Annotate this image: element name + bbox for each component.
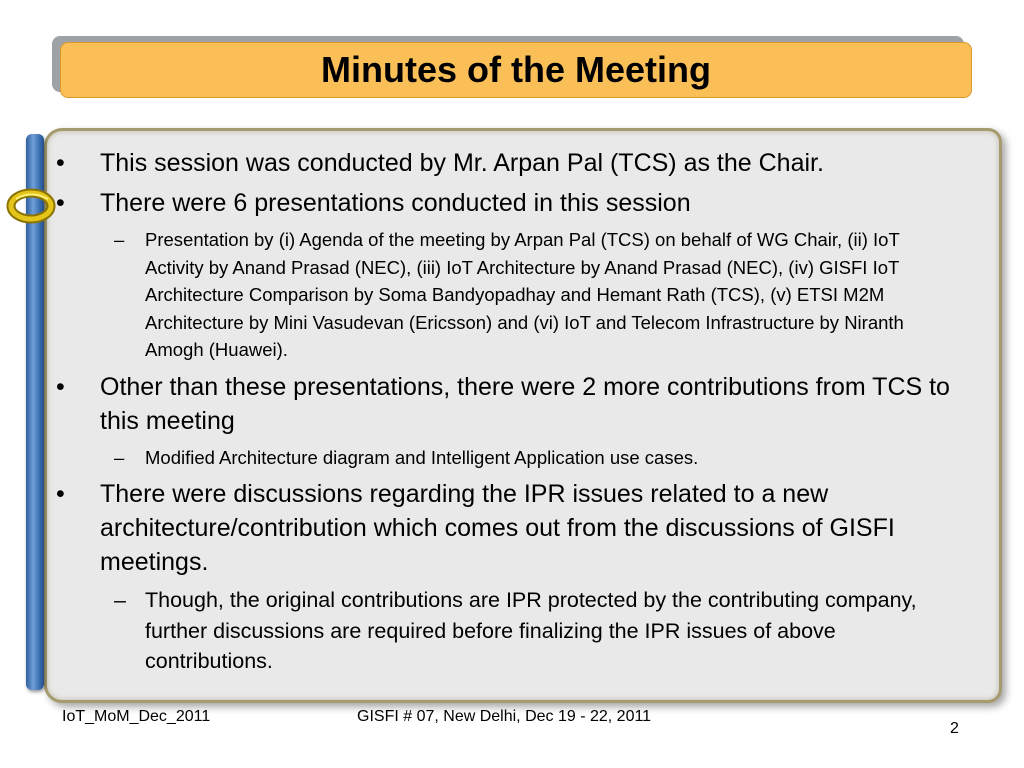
sub-list-item (56, 585, 956, 677)
sub-bullet-text: Presentation by (i) Agenda of the meeting by Arpan Pal (TCS) on behalf of WG Chair, (ii) IoT Activity by Anand Prasad (NEC), (iii) IoT Architecture by Anand Prasad (NEC), (iv) GISFI IoT Architecture Comparison by Soma Bandyopadhay and Hemant Rath (TCS), (v) ETSI M2M Architecture by Mini Vasudevan (Ericsson) and (vi) IoT and Telecom Infrastructure by Niranth Amogh (Huawei). (145, 229, 904, 360)
bullet-mark: • (56, 372, 65, 401)
sub-bullet-text: Though, the original contributions are IPR protected by the contributing company, further discussions are required before finalizing the IPR issues of above contributions. (145, 588, 917, 673)
list-item (56, 186, 956, 220)
bullet-mark: • (56, 189, 65, 217)
list-item (56, 146, 956, 180)
slide-title: Minutes of the Meeting (321, 49, 711, 90)
title-bar (60, 42, 972, 98)
ring-icon (6, 187, 60, 225)
list-item (56, 370, 956, 438)
footer-left-label: IoT_MoM_Dec_2011 (62, 708, 211, 725)
page-number: 2 (950, 720, 959, 737)
dash-mark: – (114, 588, 126, 612)
sub-list-item (56, 444, 956, 472)
bullet-text: Other than these presentations, there were 2 more contributions from TCS to this meeting (100, 372, 950, 435)
bullet-text: This session was conducted by Mr. Arpan Pal (TCS) as the Chair. (100, 149, 824, 177)
bullet-mark: • (56, 149, 65, 177)
footer-event-label: GISFI # 07, New Delhi, Dec 19 - 22, 2011 (357, 708, 652, 725)
sub-bullet-text: Modified Architecture diagram and Intelligent Application use cases. (145, 446, 699, 468)
sub-list-item (56, 226, 956, 364)
list-item (56, 477, 956, 579)
bullet-list (56, 146, 956, 683)
bullet-text: There were 6 presentations conducted in this session (100, 189, 691, 217)
dash-mark: – (114, 446, 125, 468)
bullet-text: There were discussions regarding the IPR issues related to a new architecture/contribution which comes out from the discussions of GISFI meetings. (100, 480, 895, 576)
bullet-mark: • (56, 480, 65, 508)
dash-mark: – (114, 229, 125, 250)
